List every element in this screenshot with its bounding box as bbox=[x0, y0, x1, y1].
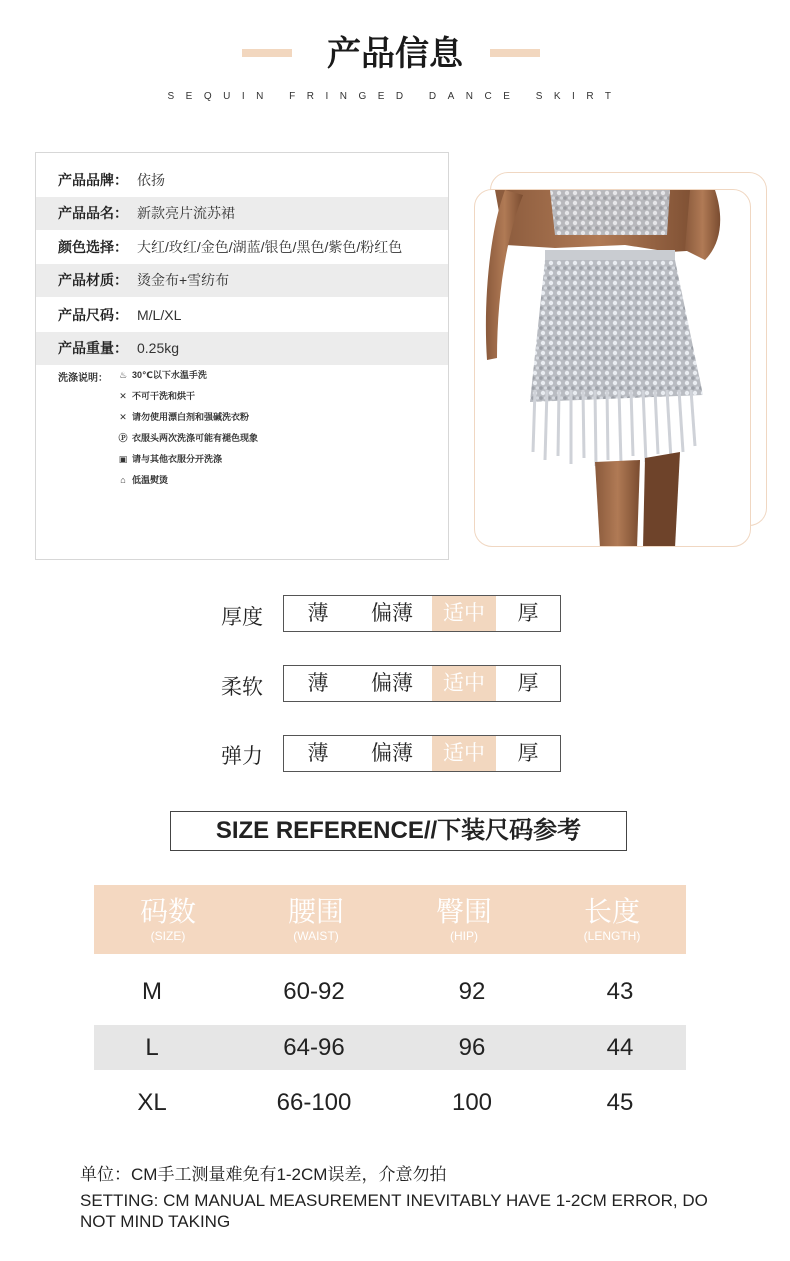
info-row-sizes bbox=[36, 299, 448, 332]
table-cell: 66-100 bbox=[276, 1089, 352, 1116]
info-key: 产品材质： bbox=[58, 272, 128, 288]
header-cn: 长度 bbox=[583, 895, 640, 928]
size-table-header bbox=[94, 885, 686, 954]
no-dry-clean-icon: ✕ bbox=[119, 391, 127, 401]
table-cell: 60-92 bbox=[283, 978, 345, 1005]
size-reference-title: SIZE REFERENCE//下装尺码参考 bbox=[170, 811, 627, 851]
scale-option: 厚 bbox=[517, 601, 539, 625]
scale-softness bbox=[283, 665, 561, 702]
scale-option: 薄 bbox=[307, 601, 329, 625]
table-row bbox=[94, 1025, 686, 1070]
info-row-weight bbox=[36, 332, 448, 365]
table-cell: 44 bbox=[606, 1034, 634, 1061]
scale-option-selected: 适中 bbox=[432, 666, 496, 701]
info-row-name bbox=[36, 197, 448, 230]
info-key: 产品重量： bbox=[58, 340, 128, 356]
care-text: 衣服头两次洗涤可能有褪色现象 bbox=[132, 433, 259, 443]
measurement-note-cn: 单位：CM手工测量难免有1-2CM误差，介意勿拍 bbox=[80, 1165, 447, 1184]
info-value: M/L/XL bbox=[137, 307, 182, 323]
scale-option: 偏薄 bbox=[371, 601, 413, 625]
scale-option-selected: 适中 bbox=[432, 736, 496, 771]
info-value: 新款亮片流苏裙 bbox=[137, 205, 235, 221]
page-title: 产品信息 bbox=[327, 34, 463, 74]
title-decor-right bbox=[490, 49, 540, 57]
table-cell: 96 bbox=[458, 1034, 486, 1061]
scale-option: 厚 bbox=[517, 671, 539, 695]
page-subtitle: SEQUIN FRINGED DANCE SKIRT bbox=[167, 91, 623, 102]
header-en: (HIP) bbox=[450, 929, 478, 943]
info-row-material bbox=[36, 264, 448, 297]
care-text: 低温熨烫 bbox=[132, 475, 169, 485]
scale-label-softness: 柔软 bbox=[221, 675, 263, 699]
product-info-panel bbox=[35, 152, 449, 560]
table-cell: 45 bbox=[606, 1089, 634, 1116]
measurement-note-en: SETTING: CM MANUAL MEASUREMENT INEVITABLY HAVE 1-2CM ERROR, DO NOT MIND TAKING bbox=[80, 1191, 708, 1231]
info-key: 颜色选择： bbox=[58, 239, 128, 255]
dry-clean-p-icon: Ⓟ bbox=[118, 433, 128, 443]
table-cell: 92 bbox=[458, 978, 486, 1005]
care-label: 洗涤说明： bbox=[58, 373, 108, 384]
care-item-no-bleach bbox=[117, 409, 249, 425]
table-cell: L bbox=[145, 1034, 159, 1061]
care-item-fading bbox=[117, 430, 258, 446]
header-cn: 臀围 bbox=[435, 895, 492, 928]
scale-option: 薄 bbox=[307, 741, 329, 765]
scale-option: 偏薄 bbox=[371, 741, 413, 765]
info-key: 产品品牌： bbox=[58, 172, 128, 188]
header-cn: 腰围 bbox=[287, 895, 344, 928]
tumble-square-icon: ▣ bbox=[118, 454, 128, 464]
wash-tub-icon: ♨ bbox=[118, 370, 128, 380]
care-text: 30℃以下水温手洗 bbox=[132, 370, 207, 380]
scale-thickness bbox=[283, 595, 561, 632]
info-key: 产品尺码： bbox=[58, 307, 128, 323]
care-item-separate bbox=[117, 451, 222, 467]
care-text: 不可干洗和烘干 bbox=[132, 391, 196, 401]
info-value: 依扬 bbox=[137, 172, 165, 188]
info-row-brand bbox=[36, 164, 448, 197]
title-decor-left bbox=[242, 49, 292, 57]
header-waist bbox=[242, 885, 390, 944]
product-photo bbox=[474, 189, 751, 547]
care-item-no-dry-clean bbox=[117, 388, 195, 404]
table-cell: M bbox=[142, 978, 162, 1005]
table-row bbox=[94, 1080, 686, 1125]
info-value: 0.25kg bbox=[137, 340, 180, 356]
table-cell: 43 bbox=[606, 978, 634, 1005]
header-en: (SIZE) bbox=[150, 929, 186, 943]
scale-label-thickness: 厚度 bbox=[221, 605, 263, 629]
scale-option: 厚 bbox=[517, 741, 539, 765]
header-en: (LENGTH) bbox=[583, 929, 641, 943]
scale-option: 薄 bbox=[307, 671, 329, 695]
no-bleach-icon: ✕ bbox=[119, 412, 127, 422]
header-length bbox=[538, 885, 686, 944]
header-hip bbox=[390, 885, 538, 944]
skirt-illustration bbox=[475, 190, 751, 547]
scale-elasticity bbox=[283, 735, 561, 772]
scale-option-selected: 适中 bbox=[432, 596, 496, 631]
header-en: (WAIST) bbox=[293, 929, 339, 943]
scale-label-elasticity: 弹力 bbox=[221, 744, 263, 768]
table-cell: XL bbox=[137, 1089, 167, 1116]
info-value: 大红/玫红/金色/湖蓝/银色/黑色/紫色/粉红色 bbox=[137, 239, 403, 255]
info-key: 产品品名： bbox=[58, 205, 128, 221]
info-row-colors bbox=[36, 231, 448, 264]
care-item-hand-wash bbox=[117, 367, 207, 383]
info-value: 烫金布+雪纺布 bbox=[137, 272, 230, 288]
care-text: 请与其他衣服分开洗涤 bbox=[132, 454, 223, 464]
header-size bbox=[94, 885, 242, 944]
table-cell: 64-96 bbox=[283, 1034, 345, 1061]
table-cell: 100 bbox=[451, 1089, 493, 1116]
header-cn: 码数 bbox=[139, 895, 196, 928]
scale-option: 偏薄 bbox=[371, 671, 413, 695]
iron-icon: ⌂ bbox=[120, 475, 126, 485]
care-item-iron bbox=[117, 472, 168, 488]
care-text: 请勿使用漂白剂和强碱洗衣粉 bbox=[132, 412, 250, 422]
table-row bbox=[94, 969, 686, 1014]
